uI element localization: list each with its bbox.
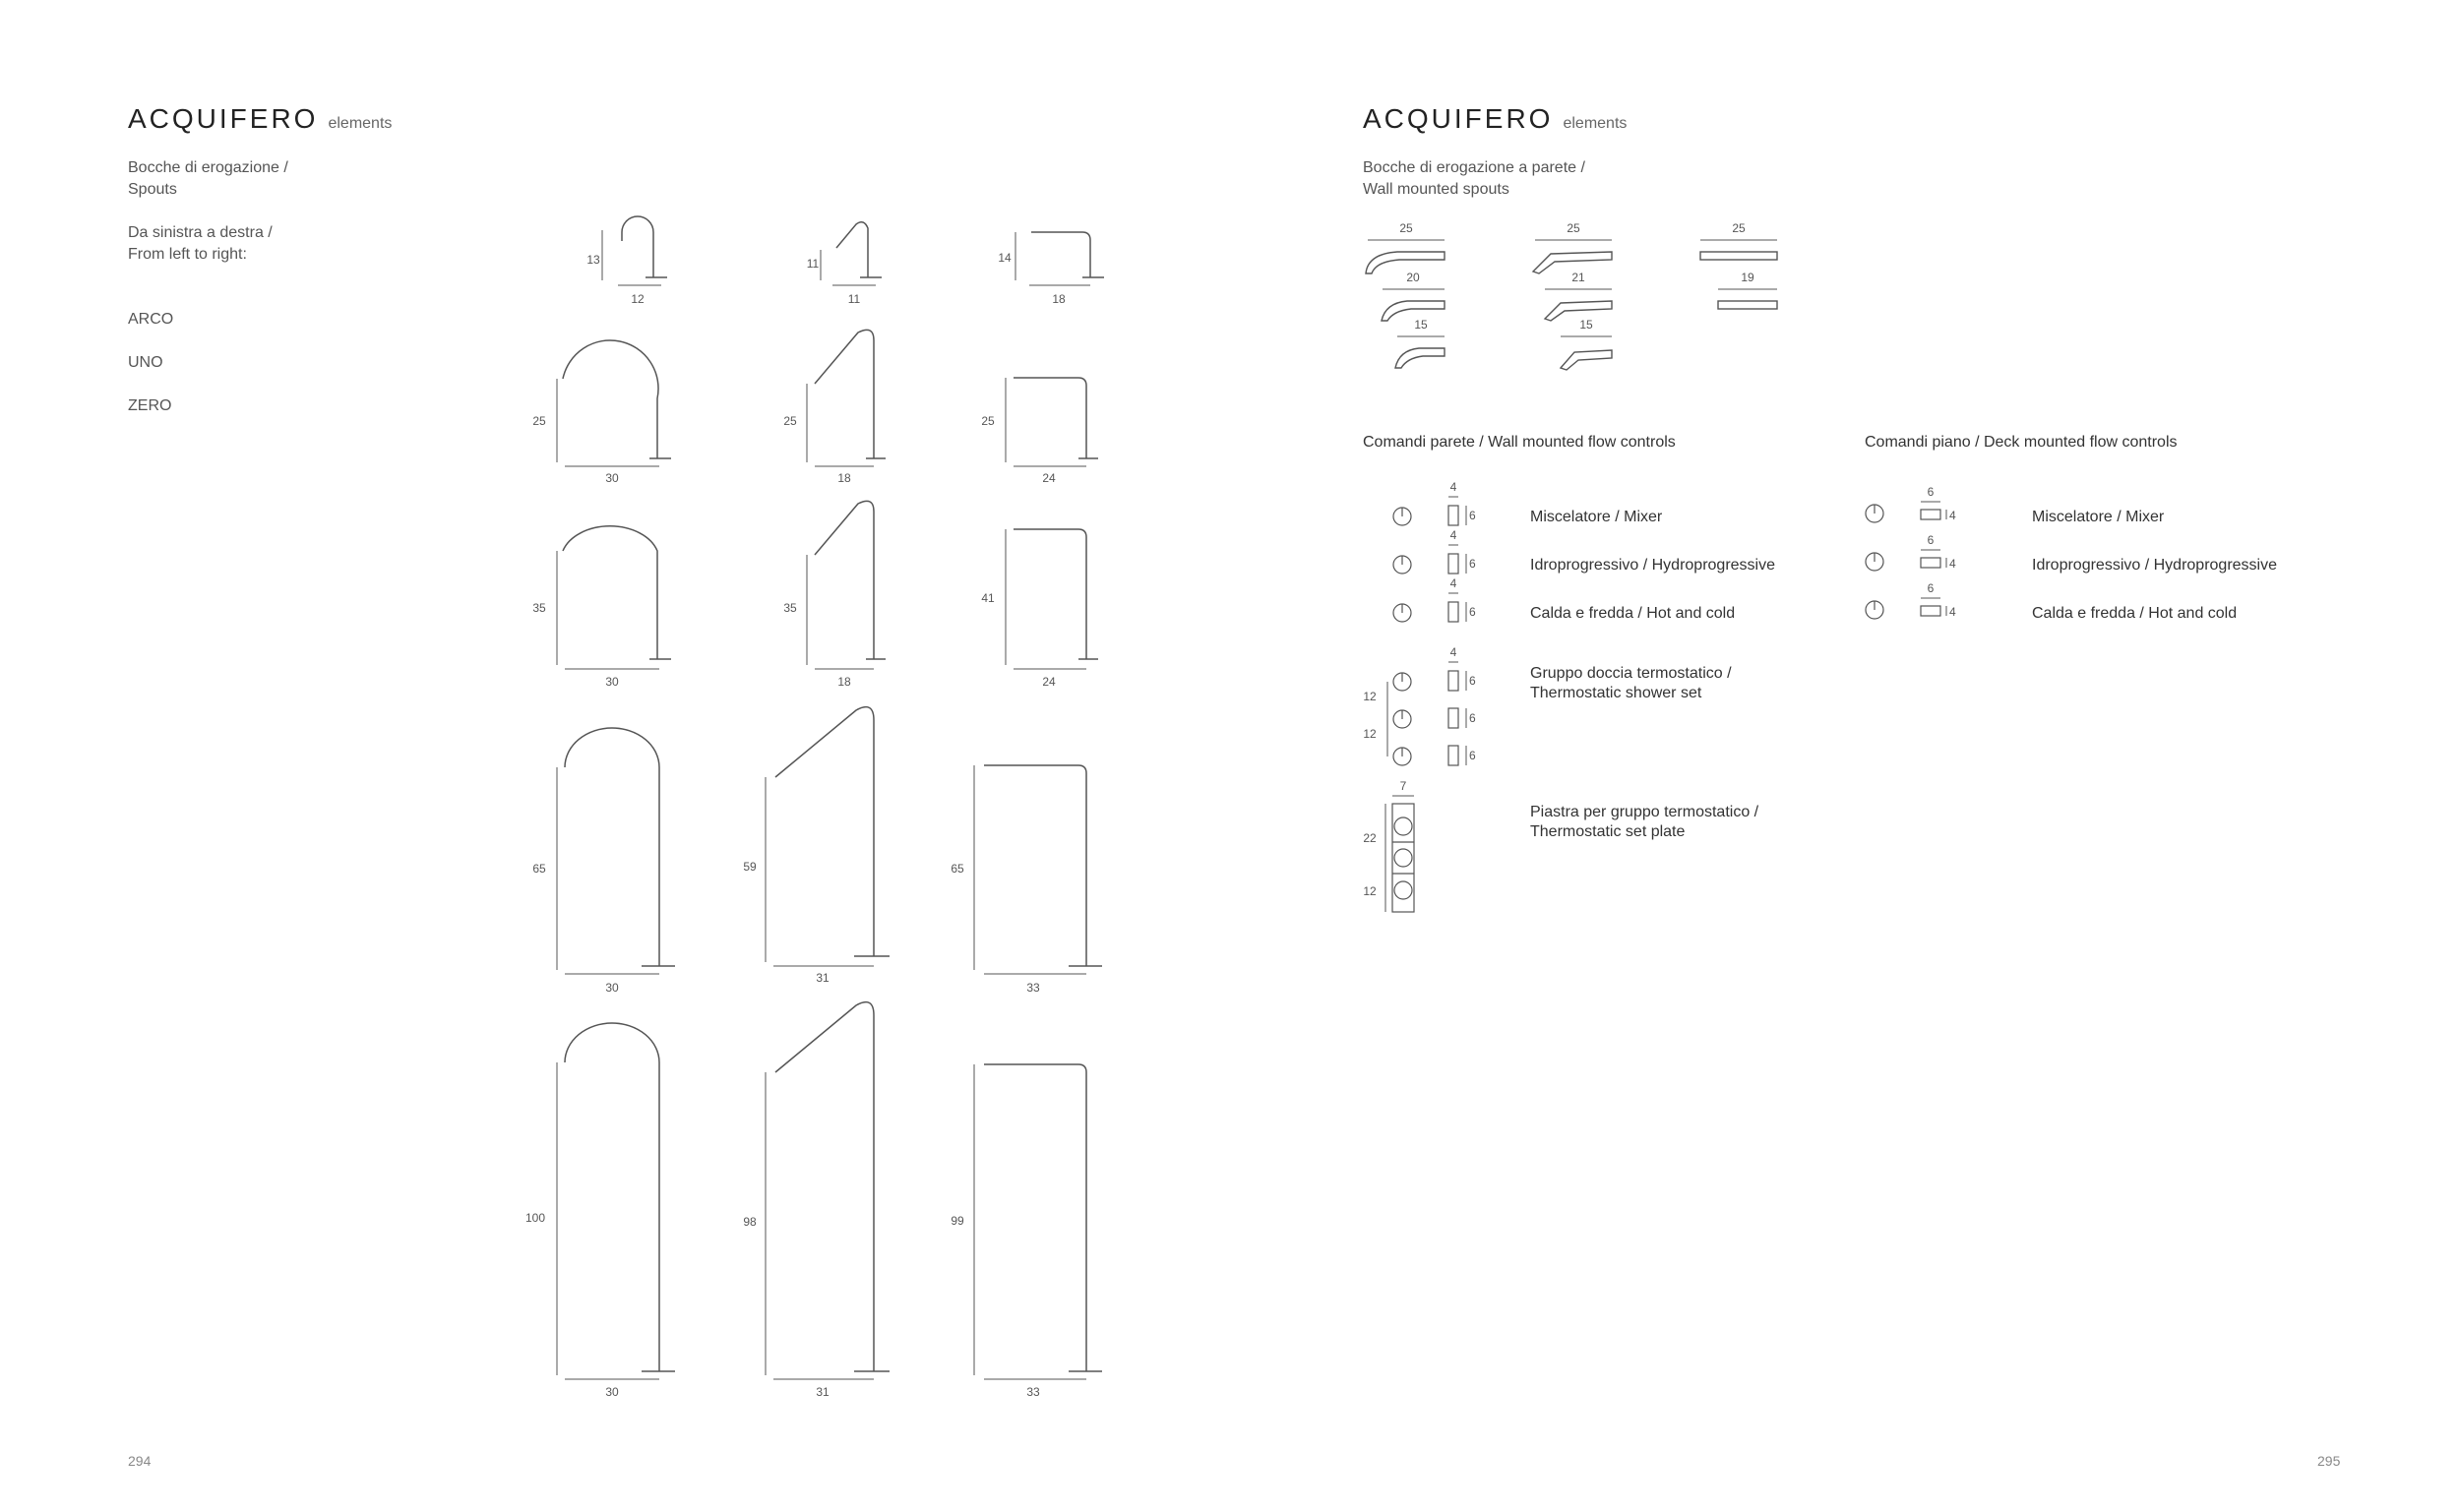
dim-uno-r2-h: 25 <box>783 414 797 428</box>
spout-zero-r4 <box>974 765 1102 974</box>
dim-uno-r3-h: 35 <box>783 601 797 615</box>
dim-zero-r2-h: 25 <box>981 414 995 428</box>
dim-arco-r5-w: 30 <box>605 1385 619 1399</box>
deck-control-hotcold-drawing <box>1866 598 1946 619</box>
mixer-dim-h: 6 <box>1469 509 1476 522</box>
dim-uno-r4-h: 59 <box>743 860 757 874</box>
wall-control-mixer-drawing <box>1393 497 1466 525</box>
hydro-dim-w: 4 <box>1449 528 1457 542</box>
wall-control-plate-drawing <box>1385 796 1414 912</box>
dim-arco-r1-w: 12 <box>631 292 645 306</box>
spout-uno-r1 <box>821 222 882 285</box>
dim-arco-r4-h: 65 <box>532 862 546 876</box>
wall-zero-dim-2: 19 <box>1741 271 1754 284</box>
dim-arco-r2-h: 25 <box>532 414 546 428</box>
wall-controls-heading: Comandi parete / Wall mounted flow controls <box>1363 434 1676 451</box>
spout-arco-r1 <box>602 216 667 285</box>
shower-dim-h-1: 6 <box>1469 674 1476 688</box>
wall-zero-dim-1: 25 <box>1732 221 1746 235</box>
dim-zero-r1-h: 14 <box>998 251 1012 265</box>
dim-zero-r3-h: 41 <box>981 591 995 605</box>
wall-spout-arco <box>1366 240 1445 368</box>
dim-uno-r1-w: 11 <box>847 292 861 306</box>
shower-dim-w: 4 <box>1449 645 1457 659</box>
wall-control-shower-drawing <box>1387 662 1466 765</box>
shower-dim-h-3: 6 <box>1469 749 1476 762</box>
wall-controls-drawing <box>1385 497 1466 912</box>
spout-arco-r3 <box>557 526 671 669</box>
dim-uno-r5-h: 98 <box>743 1215 757 1229</box>
wall-arco-dim-1: 25 <box>1399 221 1413 235</box>
wall-spout-uno <box>1533 240 1612 370</box>
deck-control-mixer-label: Miscelatore / Mixer <box>2032 509 2165 525</box>
wall-control-shower-label: Gruppo doccia termostatico / Thermostatic shower set <box>1530 665 1732 701</box>
deck-mixer-dim-h: 4 <box>1949 509 1956 522</box>
right-title-sub: elements <box>1563 115 1628 132</box>
spout-zero-r1 <box>1015 232 1104 285</box>
dim-zero-r3-w: 24 <box>1042 675 1056 689</box>
wall-uno-dim-3: 15 <box>1579 318 1593 332</box>
dim-arco-r3-h: 35 <box>532 601 546 615</box>
right-title-main: ACQUIFERO <box>1363 103 1554 134</box>
spout-zero-r3 <box>1006 529 1098 669</box>
dim-zero-r5-h: 99 <box>951 1214 964 1228</box>
deck-control-hydro-label: Idroprogressivo / Hydroprogressive <box>2032 557 2277 574</box>
deck-hotcold-dim-w: 6 <box>1927 581 1935 595</box>
deck-controls-heading: Comandi piano / Deck mounted flow controls <box>1865 434 2178 451</box>
plate-dim-h2: 12 <box>1363 884 1377 898</box>
deck-controls-drawing <box>1866 502 1946 619</box>
right-subtitle: Bocche di erogazione a parete / Wall mounted spouts <box>1363 159 1585 198</box>
shower-spacing-2: 12 <box>1363 727 1377 741</box>
wall-control-hydro-drawing <box>1393 545 1466 574</box>
spout-uno-r4 <box>766 707 890 966</box>
left-subtitle: Bocche di erogazione / Spouts <box>128 159 288 198</box>
spout-zero-r2 <box>1006 378 1098 466</box>
dim-uno-r4-w: 31 <box>816 971 830 985</box>
wall-spout-zero <box>1700 240 1777 309</box>
dim-arco-r4-w: 30 <box>605 981 619 995</box>
dim-arco-r5-h: 100 <box>524 1211 546 1225</box>
hotcold-dim-h: 6 <box>1469 605 1476 619</box>
dim-uno-r5-w: 31 <box>816 1385 830 1399</box>
spout-uno-r2 <box>807 330 886 466</box>
wall-control-mixer-label: Miscelatore / Mixer <box>1530 509 1663 525</box>
wall-arco-dim-3: 15 <box>1414 318 1428 332</box>
deck-hotcold-dim-h: 4 <box>1949 605 1956 619</box>
shower-spacing-1: 12 <box>1363 690 1377 703</box>
mixer-dim-w: 4 <box>1449 480 1457 494</box>
deck-control-hotcold-label: Calda e fredda / Hot and cold <box>2032 605 2238 622</box>
dim-uno-r1-h: 11 <box>806 257 820 271</box>
left-title-sub: elements <box>328 115 393 132</box>
dim-arco-r2-w: 30 <box>605 471 619 485</box>
hydro-dim-h: 6 <box>1469 557 1476 571</box>
series-uno: UNO <box>128 354 163 371</box>
spout-uno-r3 <box>807 501 886 669</box>
wall-control-hydro-label: Idroprogressivo / Hydroprogressive <box>1530 557 1775 574</box>
dim-zero-r4-h: 65 <box>951 862 964 876</box>
hotcold-dim-w: 4 <box>1449 576 1457 590</box>
right-page-number: 295 <box>2317 1453 2341 1469</box>
deck-hydro-dim-h: 4 <box>1949 557 1956 571</box>
dim-uno-r3-w: 18 <box>837 675 851 689</box>
plate-dim-h1: 22 <box>1363 831 1377 845</box>
spout-arco-r2 <box>557 340 671 466</box>
wall-spouts-drawing <box>1230 0 2460 984</box>
dim-uno-r2-w: 18 <box>837 471 851 485</box>
left-page-number: 294 <box>128 1453 152 1469</box>
deck-control-mixer-drawing <box>1866 502 1946 522</box>
plate-dim-w: 7 <box>1399 779 1407 793</box>
left-title-main: ACQUIFERO <box>128 103 319 134</box>
wall-control-hotcold-label: Calda e fredda / Hot and cold <box>1530 605 1736 622</box>
dim-arco-r3-w: 30 <box>605 675 619 689</box>
dim-zero-r2-w: 24 <box>1042 471 1056 485</box>
spout-arco-r4 <box>557 728 675 974</box>
deck-control-hydro-drawing <box>1866 550 1946 571</box>
order-note: Da sinistra a destra / From left to right: <box>128 224 273 263</box>
wall-arco-dim-2: 20 <box>1406 271 1420 284</box>
dim-zero-r4-w: 33 <box>1026 981 1040 995</box>
series-arco: ARCO <box>128 311 174 328</box>
series-zero: ZERO <box>128 397 172 414</box>
wall-uno-dim-1: 25 <box>1567 221 1580 235</box>
deck-hydro-dim-w: 6 <box>1927 533 1935 547</box>
wall-control-hotcold-drawing <box>1393 593 1466 622</box>
wall-control-plate-label: Piastra per gruppo termostatico / Thermostatic set plate <box>1530 804 1759 840</box>
spout-arco-r5 <box>557 1023 675 1379</box>
deck-mixer-dim-w: 6 <box>1927 485 1935 499</box>
wall-uno-dim-2: 21 <box>1571 271 1585 284</box>
dim-zero-r1-w: 18 <box>1052 292 1066 306</box>
dim-zero-r5-w: 33 <box>1026 1385 1040 1399</box>
shower-dim-h-2: 6 <box>1469 711 1476 725</box>
spout-zero-r5 <box>974 1064 1102 1379</box>
dim-arco-r1-h: 13 <box>586 253 600 267</box>
spout-uno-r5 <box>766 1002 890 1379</box>
